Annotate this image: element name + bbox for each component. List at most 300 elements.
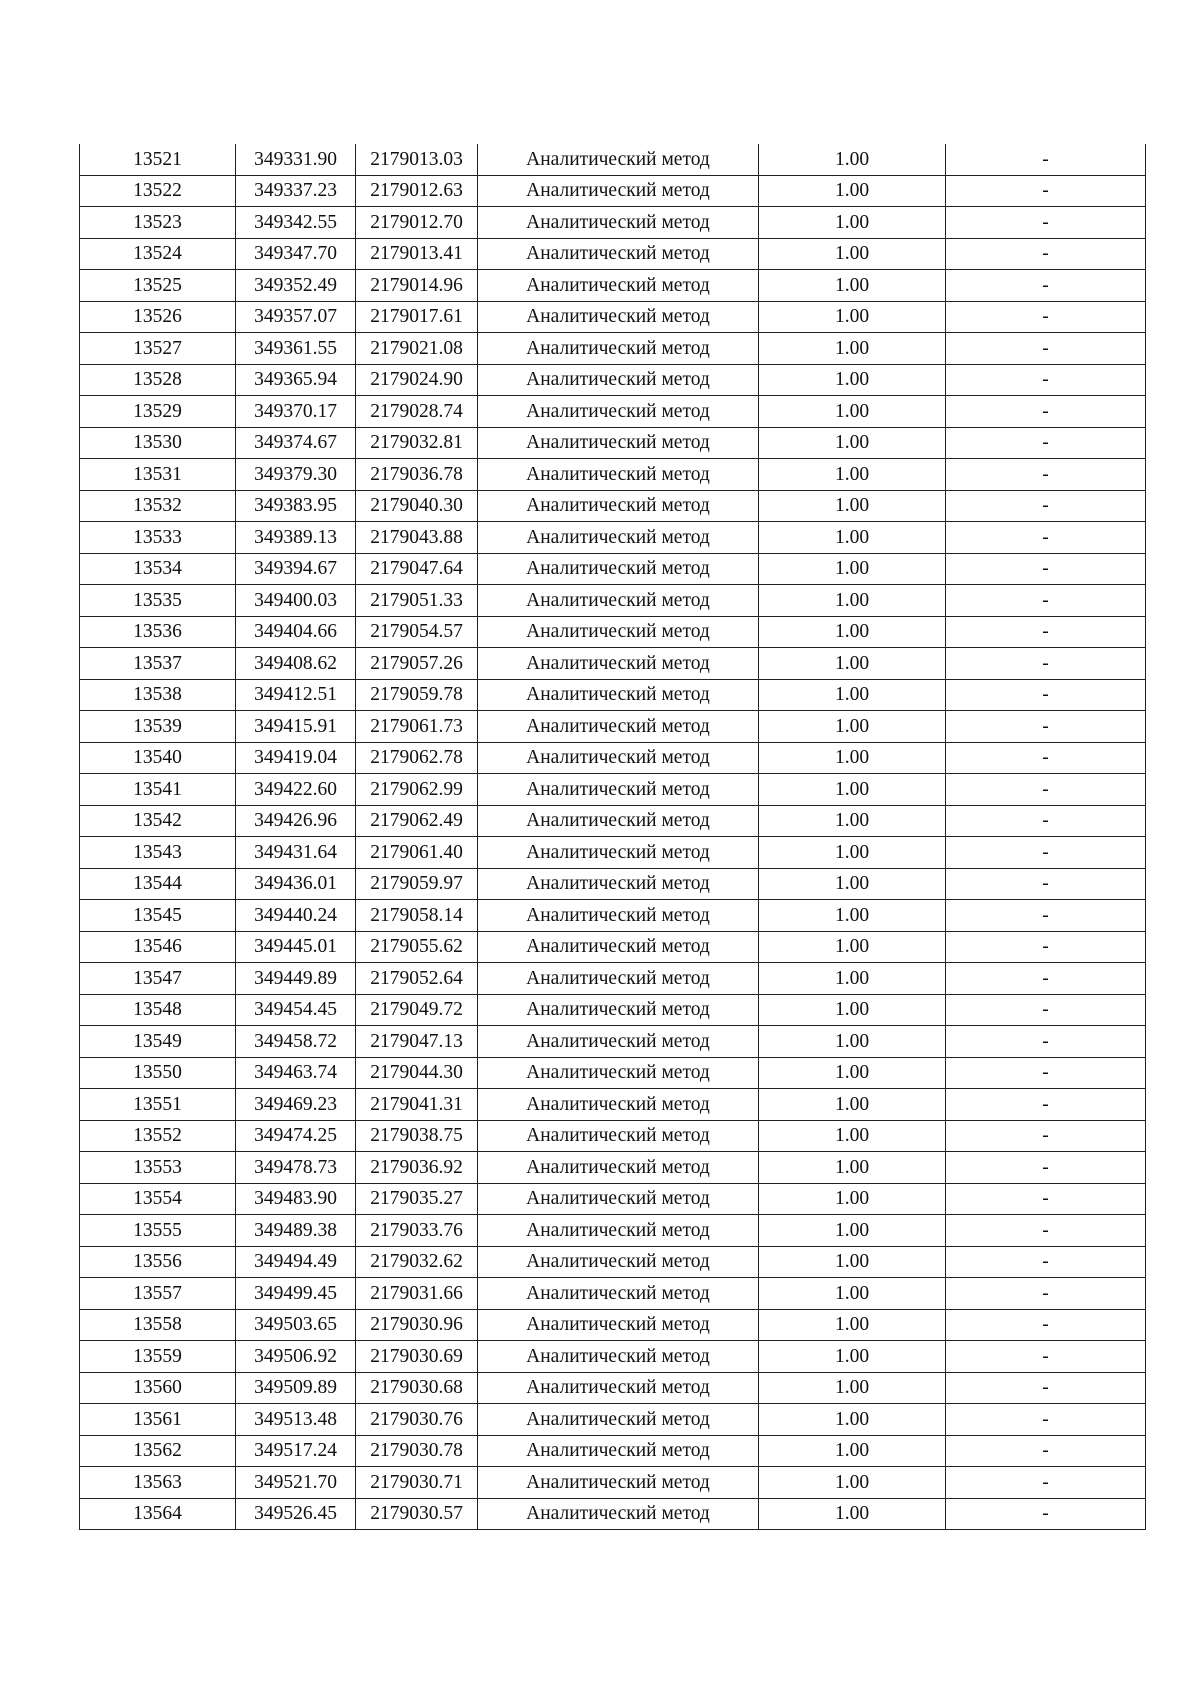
point-number-cell: 13540 (80, 742, 236, 774)
y-coordinate-cell: 2179028.74 (356, 396, 478, 428)
point-number-cell: 13556 (80, 1246, 236, 1278)
description-cell: - (946, 1404, 1146, 1436)
point-number-cell: 13538 (80, 679, 236, 711)
accuracy-cell: 1.00 (759, 1057, 946, 1089)
table-row (80, 837, 1146, 869)
point-number-cell: 13534 (80, 553, 236, 585)
x-coordinate-cell: 349352.49 (236, 270, 356, 302)
method-cell: Аналитический метод (478, 490, 759, 522)
accuracy-cell: 1.00 (759, 837, 946, 869)
y-coordinate-cell: 2179033.76 (356, 1215, 478, 1247)
description-cell: - (946, 333, 1146, 365)
y-coordinate-cell: 2179030.68 (356, 1372, 478, 1404)
table-row (80, 1309, 1146, 1341)
x-coordinate-cell: 349503.65 (236, 1309, 356, 1341)
point-number-cell: 13562 (80, 1435, 236, 1467)
method-cell: Аналитический метод (478, 1246, 759, 1278)
point-number-cell: 13527 (80, 333, 236, 365)
description-cell: - (946, 774, 1146, 806)
accuracy-cell: 1.00 (759, 364, 946, 396)
x-coordinate-cell: 349463.74 (236, 1057, 356, 1089)
table-row (80, 459, 1146, 491)
description-cell: - (946, 1372, 1146, 1404)
x-coordinate-cell: 349458.72 (236, 1026, 356, 1058)
x-coordinate-cell: 349440.24 (236, 900, 356, 932)
accuracy-cell: 1.00 (759, 1467, 946, 1499)
x-coordinate-cell: 349415.91 (236, 711, 356, 743)
description-cell: - (946, 742, 1146, 774)
y-coordinate-cell: 2179036.92 (356, 1152, 478, 1184)
table-row (80, 1246, 1146, 1278)
y-coordinate-cell: 2179013.03 (356, 144, 478, 175)
table-row (80, 616, 1146, 648)
y-coordinate-cell: 2179014.96 (356, 270, 478, 302)
table-row (80, 1089, 1146, 1121)
table-row (80, 774, 1146, 806)
accuracy-cell: 1.00 (759, 1404, 946, 1436)
point-number-cell: 13526 (80, 301, 236, 333)
y-coordinate-cell: 2179062.78 (356, 742, 478, 774)
y-coordinate-cell: 2179032.62 (356, 1246, 478, 1278)
table-row (80, 207, 1146, 239)
x-coordinate-cell: 349483.90 (236, 1183, 356, 1215)
description-cell: - (946, 364, 1146, 396)
accuracy-cell: 1.00 (759, 1152, 946, 1184)
table-row (80, 868, 1146, 900)
table-row (80, 175, 1146, 207)
x-coordinate-cell: 349331.90 (236, 144, 356, 175)
description-cell: - (946, 553, 1146, 585)
accuracy-cell: 1.00 (759, 931, 946, 963)
point-number-cell: 13546 (80, 931, 236, 963)
description-cell: - (946, 459, 1146, 491)
y-coordinate-cell: 2179013.41 (356, 238, 478, 270)
point-number-cell: 13554 (80, 1183, 236, 1215)
accuracy-cell: 1.00 (759, 774, 946, 806)
accuracy-cell: 1.00 (759, 1246, 946, 1278)
accuracy-cell: 1.00 (759, 1372, 946, 1404)
description-cell: - (946, 868, 1146, 900)
method-cell: Аналитический метод (478, 207, 759, 239)
y-coordinate-cell: 2179040.30 (356, 490, 478, 522)
accuracy-cell: 1.00 (759, 648, 946, 680)
point-number-cell: 13531 (80, 459, 236, 491)
point-number-cell: 13555 (80, 1215, 236, 1247)
x-coordinate-cell: 349526.45 (236, 1498, 356, 1530)
y-coordinate-cell: 2179017.61 (356, 301, 478, 333)
x-coordinate-cell: 349436.01 (236, 868, 356, 900)
method-cell: Аналитический метод (478, 364, 759, 396)
x-coordinate-cell: 349394.67 (236, 553, 356, 585)
x-coordinate-cell: 349426.96 (236, 805, 356, 837)
y-coordinate-cell: 2179036.78 (356, 459, 478, 491)
point-number-cell: 13549 (80, 1026, 236, 1058)
point-number-cell: 13523 (80, 207, 236, 239)
accuracy-cell: 1.00 (759, 1215, 946, 1247)
y-coordinate-cell: 2179030.57 (356, 1498, 478, 1530)
table-row (80, 364, 1146, 396)
method-cell: Аналитический метод (478, 301, 759, 333)
x-coordinate-cell: 349509.89 (236, 1372, 356, 1404)
point-number-cell: 13564 (80, 1498, 236, 1530)
table-row (80, 994, 1146, 1026)
description-cell: - (946, 301, 1146, 333)
method-cell: Аналитический метод (478, 270, 759, 302)
table-row (80, 333, 1146, 365)
accuracy-cell: 1.00 (759, 585, 946, 617)
description-cell: - (946, 396, 1146, 428)
description-cell: - (946, 1026, 1146, 1058)
description-cell: - (946, 837, 1146, 869)
method-cell: Аналитический метод (478, 427, 759, 459)
point-number-cell: 13532 (80, 490, 236, 522)
accuracy-cell: 1.00 (759, 868, 946, 900)
method-cell: Аналитический метод (478, 1152, 759, 1184)
method-cell: Аналитический метод (478, 1435, 759, 1467)
y-coordinate-cell: 2179059.78 (356, 679, 478, 711)
table-row (80, 1183, 1146, 1215)
y-coordinate-cell: 2179043.88 (356, 522, 478, 554)
method-cell: Аналитический метод (478, 144, 759, 175)
point-number-cell: 13525 (80, 270, 236, 302)
accuracy-cell: 1.00 (759, 333, 946, 365)
method-cell: Аналитический метод (478, 994, 759, 1026)
accuracy-cell: 1.00 (759, 207, 946, 239)
method-cell: Аналитический метод (478, 1026, 759, 1058)
table-row (80, 1435, 1146, 1467)
point-number-cell: 13533 (80, 522, 236, 554)
method-cell: Аналитический метод (478, 931, 759, 963)
description-cell: - (946, 1467, 1146, 1499)
coordinates-table-body (80, 144, 1146, 1530)
table-row (80, 553, 1146, 585)
description-cell: - (946, 1057, 1146, 1089)
description-cell: - (946, 1309, 1146, 1341)
accuracy-cell: 1.00 (759, 175, 946, 207)
table-row (80, 522, 1146, 554)
accuracy-cell: 1.00 (759, 1278, 946, 1310)
description-cell: - (946, 427, 1146, 459)
point-number-cell: 13536 (80, 616, 236, 648)
accuracy-cell: 1.00 (759, 270, 946, 302)
table-row (80, 1498, 1146, 1530)
y-coordinate-cell: 2179054.57 (356, 616, 478, 648)
x-coordinate-cell: 349404.66 (236, 616, 356, 648)
method-cell: Аналитический метод (478, 553, 759, 585)
x-coordinate-cell: 349419.04 (236, 742, 356, 774)
point-number-cell: 13542 (80, 805, 236, 837)
method-cell: Аналитический метод (478, 585, 759, 617)
y-coordinate-cell: 2179030.69 (356, 1341, 478, 1373)
description-cell: - (946, 1341, 1146, 1373)
method-cell: Аналитический метод (478, 1372, 759, 1404)
x-coordinate-cell: 349499.45 (236, 1278, 356, 1310)
accuracy-cell: 1.00 (759, 1089, 946, 1121)
x-coordinate-cell: 349449.89 (236, 963, 356, 995)
point-number-cell: 13530 (80, 427, 236, 459)
table-row (80, 1467, 1146, 1499)
y-coordinate-cell: 2179047.13 (356, 1026, 478, 1058)
y-coordinate-cell: 2179030.71 (356, 1467, 478, 1499)
method-cell: Аналитический метод (478, 774, 759, 806)
y-coordinate-cell: 2179055.62 (356, 931, 478, 963)
x-coordinate-cell: 349374.67 (236, 427, 356, 459)
point-number-cell: 13559 (80, 1341, 236, 1373)
description-cell: - (946, 679, 1146, 711)
table-row (80, 396, 1146, 428)
method-cell: Аналитический метод (478, 175, 759, 207)
accuracy-cell: 1.00 (759, 1026, 946, 1058)
accuracy-cell: 1.00 (759, 1341, 946, 1373)
accuracy-cell: 1.00 (759, 805, 946, 837)
method-cell: Аналитический метод (478, 963, 759, 995)
y-coordinate-cell: 2179057.26 (356, 648, 478, 680)
description-cell: - (946, 207, 1146, 239)
description-cell: - (946, 1435, 1146, 1467)
method-cell: Аналитический метод (478, 616, 759, 648)
table-row (80, 1120, 1146, 1152)
method-cell: Аналитический метод (478, 1278, 759, 1310)
x-coordinate-cell: 349337.23 (236, 175, 356, 207)
description-cell: - (946, 963, 1146, 995)
method-cell: Аналитический метод (478, 1215, 759, 1247)
table-row (80, 805, 1146, 837)
x-coordinate-cell: 349408.62 (236, 648, 356, 680)
y-coordinate-cell: 2179044.30 (356, 1057, 478, 1089)
x-coordinate-cell: 349370.17 (236, 396, 356, 428)
y-coordinate-cell: 2179031.66 (356, 1278, 478, 1310)
y-coordinate-cell: 2179030.76 (356, 1404, 478, 1436)
table-row (80, 427, 1146, 459)
point-number-cell: 13539 (80, 711, 236, 743)
description-cell: - (946, 1278, 1146, 1310)
y-coordinate-cell: 2179030.78 (356, 1435, 478, 1467)
y-coordinate-cell: 2179062.99 (356, 774, 478, 806)
method-cell: Аналитический метод (478, 1183, 759, 1215)
table-row (80, 900, 1146, 932)
point-number-cell: 13557 (80, 1278, 236, 1310)
method-cell: Аналитический метод (478, 805, 759, 837)
accuracy-cell: 1.00 (759, 144, 946, 175)
x-coordinate-cell: 349422.60 (236, 774, 356, 806)
x-coordinate-cell: 349361.55 (236, 333, 356, 365)
x-coordinate-cell: 349357.07 (236, 301, 356, 333)
description-cell: - (946, 270, 1146, 302)
y-coordinate-cell: 2179021.08 (356, 333, 478, 365)
y-coordinate-cell: 2179012.63 (356, 175, 478, 207)
table-row (80, 238, 1146, 270)
point-number-cell: 13560 (80, 1372, 236, 1404)
description-cell: - (946, 585, 1146, 617)
point-number-cell: 13551 (80, 1089, 236, 1121)
description-cell: - (946, 805, 1146, 837)
table-row (80, 931, 1146, 963)
method-cell: Аналитический метод (478, 742, 759, 774)
accuracy-cell: 1.00 (759, 1498, 946, 1530)
x-coordinate-cell: 349412.51 (236, 679, 356, 711)
y-coordinate-cell: 2179024.90 (356, 364, 478, 396)
table-row (80, 648, 1146, 680)
x-coordinate-cell: 349454.45 (236, 994, 356, 1026)
y-coordinate-cell: 2179061.73 (356, 711, 478, 743)
table-row (80, 742, 1146, 774)
method-cell: Аналитический метод (478, 522, 759, 554)
x-coordinate-cell: 349347.70 (236, 238, 356, 270)
method-cell: Аналитический метод (478, 648, 759, 680)
method-cell: Аналитический метод (478, 711, 759, 743)
y-coordinate-cell: 2179038.75 (356, 1120, 478, 1152)
description-cell: - (946, 616, 1146, 648)
x-coordinate-cell: 349400.03 (236, 585, 356, 617)
x-coordinate-cell: 349474.25 (236, 1120, 356, 1152)
point-number-cell: 13545 (80, 900, 236, 932)
method-cell: Аналитический метод (478, 1404, 759, 1436)
accuracy-cell: 1.00 (759, 301, 946, 333)
description-cell: - (946, 1246, 1146, 1278)
description-cell: - (946, 238, 1146, 270)
accuracy-cell: 1.00 (759, 994, 946, 1026)
x-coordinate-cell: 349478.73 (236, 1152, 356, 1184)
y-coordinate-cell: 2179058.14 (356, 900, 478, 932)
table-row (80, 301, 1146, 333)
point-number-cell: 13558 (80, 1309, 236, 1341)
point-number-cell: 13535 (80, 585, 236, 617)
method-cell: Аналитический метод (478, 1467, 759, 1499)
point-number-cell: 13553 (80, 1152, 236, 1184)
method-cell: Аналитический метод (478, 1089, 759, 1121)
x-coordinate-cell: 349521.70 (236, 1467, 356, 1499)
y-coordinate-cell: 2179061.40 (356, 837, 478, 869)
table-row (80, 711, 1146, 743)
y-coordinate-cell: 2179059.97 (356, 868, 478, 900)
y-coordinate-cell: 2179049.72 (356, 994, 478, 1026)
point-number-cell: 13548 (80, 994, 236, 1026)
description-cell: - (946, 490, 1146, 522)
y-coordinate-cell: 2179041.31 (356, 1089, 478, 1121)
accuracy-cell: 1.00 (759, 1120, 946, 1152)
table-row (80, 1341, 1146, 1373)
point-number-cell: 13552 (80, 1120, 236, 1152)
accuracy-cell: 1.00 (759, 616, 946, 648)
accuracy-cell: 1.00 (759, 427, 946, 459)
accuracy-cell: 1.00 (759, 396, 946, 428)
x-coordinate-cell: 349517.24 (236, 1435, 356, 1467)
description-cell: - (946, 1183, 1146, 1215)
x-coordinate-cell: 349379.30 (236, 459, 356, 491)
y-coordinate-cell: 2179030.96 (356, 1309, 478, 1341)
description-cell: - (946, 1498, 1146, 1530)
description-cell: - (946, 1152, 1146, 1184)
accuracy-cell: 1.00 (759, 553, 946, 585)
y-coordinate-cell: 2179062.49 (356, 805, 478, 837)
x-coordinate-cell: 349445.01 (236, 931, 356, 963)
accuracy-cell: 1.00 (759, 490, 946, 522)
accuracy-cell: 1.00 (759, 679, 946, 711)
method-cell: Аналитический метод (478, 837, 759, 869)
table-row (80, 1215, 1146, 1247)
y-coordinate-cell: 2179012.70 (356, 207, 478, 239)
description-cell: - (946, 144, 1146, 175)
table-row (80, 144, 1146, 175)
table-row (80, 270, 1146, 302)
accuracy-cell: 1.00 (759, 711, 946, 743)
point-number-cell: 13547 (80, 963, 236, 995)
description-cell: - (946, 931, 1146, 963)
accuracy-cell: 1.00 (759, 963, 946, 995)
table-row (80, 1026, 1146, 1058)
description-cell: - (946, 900, 1146, 932)
accuracy-cell: 1.00 (759, 1183, 946, 1215)
point-number-cell: 13537 (80, 648, 236, 680)
method-cell: Аналитический метод (478, 1120, 759, 1152)
y-coordinate-cell: 2179052.64 (356, 963, 478, 995)
x-coordinate-cell: 349342.55 (236, 207, 356, 239)
method-cell: Аналитический метод (478, 1057, 759, 1089)
y-coordinate-cell: 2179035.27 (356, 1183, 478, 1215)
description-cell: - (946, 648, 1146, 680)
x-coordinate-cell: 349489.38 (236, 1215, 356, 1247)
x-coordinate-cell: 349383.95 (236, 490, 356, 522)
description-cell: - (946, 711, 1146, 743)
y-coordinate-cell: 2179032.81 (356, 427, 478, 459)
point-number-cell: 13521 (80, 144, 236, 175)
description-cell: - (946, 175, 1146, 207)
point-number-cell: 13543 (80, 837, 236, 869)
method-cell: Аналитический метод (478, 1309, 759, 1341)
method-cell: Аналитический метод (478, 238, 759, 270)
accuracy-cell: 1.00 (759, 1309, 946, 1341)
point-number-cell: 13522 (80, 175, 236, 207)
x-coordinate-cell: 349431.64 (236, 837, 356, 869)
table-row (80, 1057, 1146, 1089)
description-cell: - (946, 1215, 1146, 1247)
coordinates-table (79, 144, 1146, 1530)
method-cell: Аналитический метод (478, 1341, 759, 1373)
table-row (80, 585, 1146, 617)
method-cell: Аналитический метод (478, 868, 759, 900)
x-coordinate-cell: 349365.94 (236, 364, 356, 396)
accuracy-cell: 1.00 (759, 900, 946, 932)
method-cell: Аналитический метод (478, 333, 759, 365)
y-coordinate-cell: 2179047.64 (356, 553, 478, 585)
table-row (80, 490, 1146, 522)
table-row (80, 679, 1146, 711)
method-cell: Аналитический метод (478, 396, 759, 428)
accuracy-cell: 1.00 (759, 459, 946, 491)
x-coordinate-cell: 349506.92 (236, 1341, 356, 1373)
point-number-cell: 13528 (80, 364, 236, 396)
x-coordinate-cell: 349513.48 (236, 1404, 356, 1436)
point-number-cell: 13550 (80, 1057, 236, 1089)
method-cell: Аналитический метод (478, 1498, 759, 1530)
table-row (80, 1372, 1146, 1404)
table-row (80, 1278, 1146, 1310)
accuracy-cell: 1.00 (759, 1435, 946, 1467)
point-number-cell: 13524 (80, 238, 236, 270)
table-row (80, 1152, 1146, 1184)
accuracy-cell: 1.00 (759, 522, 946, 554)
x-coordinate-cell: 349469.23 (236, 1089, 356, 1121)
table-row (80, 1404, 1146, 1436)
x-coordinate-cell: 349389.13 (236, 522, 356, 554)
point-number-cell: 13529 (80, 396, 236, 428)
accuracy-cell: 1.00 (759, 238, 946, 270)
point-number-cell: 13544 (80, 868, 236, 900)
method-cell: Аналитический метод (478, 679, 759, 711)
y-coordinate-cell: 2179051.33 (356, 585, 478, 617)
point-number-cell: 13541 (80, 774, 236, 806)
point-number-cell: 13563 (80, 1467, 236, 1499)
